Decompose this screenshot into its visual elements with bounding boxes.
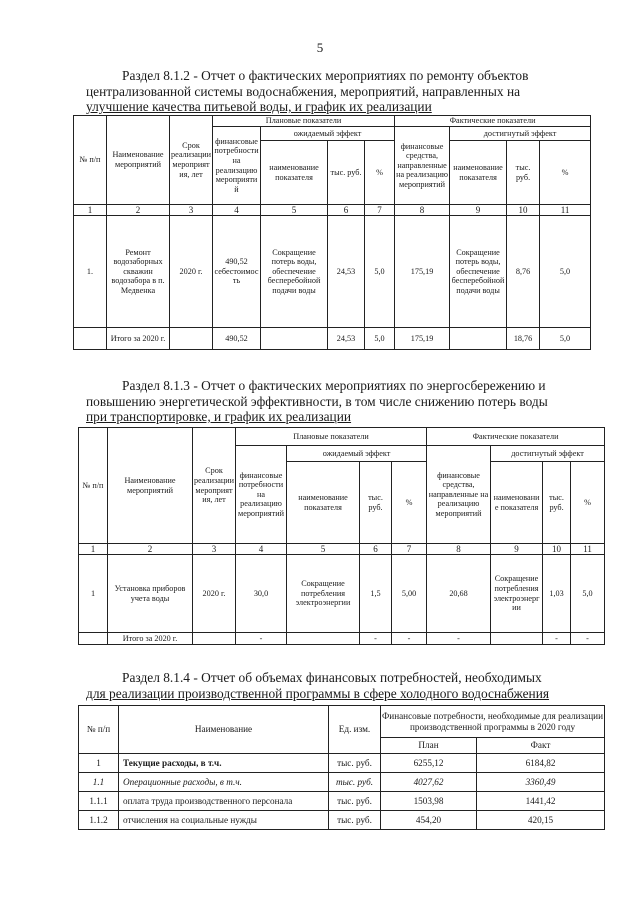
col-num: 5 xyxy=(261,205,328,216)
total-pct-plan: 5,0 xyxy=(365,328,395,350)
header-achieved: достигнутый эффект xyxy=(491,446,605,462)
header-ind-name-fact: наименование показателя xyxy=(491,462,543,544)
header-ind-name: наименование показателя xyxy=(287,462,360,544)
col-num: 11 xyxy=(571,544,605,555)
cell-plan: 1503,98 xyxy=(381,792,477,811)
cell-plan: 6255,12 xyxy=(381,754,477,773)
col-num: 3 xyxy=(193,544,236,555)
total-dash: - xyxy=(392,633,427,645)
header-term: Срок реализации мероприятия, лет xyxy=(170,116,213,205)
cell-ind-fact: Сокращение потребления электроэнергии xyxy=(491,555,543,633)
header-name: Наименование мероприятий xyxy=(107,116,170,205)
header-expected: ожидаемый эффект xyxy=(287,446,427,462)
total-fin-fact: 175,19 xyxy=(395,328,450,350)
table-8-1-3 xyxy=(78,427,605,645)
cell-name: Ремонт водозаборных скважин водозабора в п. Медвенка xyxy=(107,216,170,328)
cell-fact: 420,15 xyxy=(477,811,605,830)
header-fin-plan: финансовые потребности на реализацию мероприятий xyxy=(236,446,287,544)
total-dash: - xyxy=(571,633,605,645)
total-label: Итого за 2020 г. xyxy=(108,633,193,645)
cell-rub-plan: 1,5 xyxy=(360,555,392,633)
col-num: 2 xyxy=(108,544,193,555)
col-num: 9 xyxy=(450,205,507,216)
cell-num: 1 xyxy=(79,555,108,633)
cell-rub-plan: 24,53 xyxy=(328,216,365,328)
table-row xyxy=(79,773,605,792)
cell-num: 1.1.1 xyxy=(79,792,119,811)
cell-empty xyxy=(170,328,213,350)
cell-name: Установка приборов учета воды xyxy=(108,555,193,633)
header-fin-fact: финансовые средства, направленные на реализацию мероприятий xyxy=(395,127,450,205)
title-line: Раздел 8.1.2 - Отчет о фактических мероприятиях по ремонту объектов xyxy=(122,68,529,83)
cell-term: 2020 г. xyxy=(170,216,213,328)
col-num: 3 xyxy=(170,205,213,216)
table-row xyxy=(79,792,605,811)
total-row xyxy=(79,633,605,645)
cell-empty xyxy=(450,328,507,350)
cell-plan: 4027,62 xyxy=(381,773,477,792)
header-pct: % xyxy=(392,462,427,544)
total-pct-fact: 5,0 xyxy=(540,328,591,350)
section-8-1-2-title xyxy=(86,68,576,115)
section-8-1-3-title xyxy=(86,378,576,425)
header-fin-plan: финансовые потребности на реализацию мероприятий xyxy=(213,127,261,205)
header-name: Наименование xyxy=(119,706,329,754)
cell-unit: тыс. руб. xyxy=(329,792,381,811)
col-num: 7 xyxy=(365,205,395,216)
cell-num: 1 xyxy=(79,754,119,773)
header-rub-fact: тыс. руб. xyxy=(507,141,540,205)
cell-pct-fact: 5,0 xyxy=(571,555,605,633)
column-number-row xyxy=(79,544,605,555)
col-num: 4 xyxy=(213,205,261,216)
cell-term: 2020 г. xyxy=(193,555,236,633)
section-8-1-4-title xyxy=(86,670,586,701)
header-ind-name: наименование показателя xyxy=(261,141,328,205)
cell-name: Текущие расходы, в т.ч. xyxy=(119,754,329,773)
title-line: для реализации производственной программы в сфере холодного водоснабжения xyxy=(86,685,550,701)
col-num: 5 xyxy=(287,544,360,555)
table-row xyxy=(74,216,591,328)
cell-fact: 3360,49 xyxy=(477,773,605,792)
header-plan: Плановые показатели xyxy=(236,428,427,446)
cell-fin-plan: 30,0 xyxy=(236,555,287,633)
title-line: повышению энергетической эффективности, в том числе снижению потерь воды xyxy=(86,393,548,409)
header-pct-fact: % xyxy=(540,141,591,205)
cell-num: 1.1.2 xyxy=(79,811,119,830)
cell-pct-plan: 5,00 xyxy=(392,555,427,633)
total-label: Итого за 2020 г. xyxy=(107,328,170,350)
cell-pct-fact: 5,0 xyxy=(540,216,591,328)
cell-fin-fact: 175,19 xyxy=(395,216,450,328)
cell-name: оплата труда производственного персонала xyxy=(119,792,329,811)
col-num: 6 xyxy=(360,544,392,555)
header-rub: тыс. руб. xyxy=(360,462,392,544)
table-8-1-2 xyxy=(73,115,591,350)
header-rub-fact: тыс. руб. xyxy=(543,462,571,544)
col-num: 10 xyxy=(507,205,540,216)
col-num: 1 xyxy=(79,544,108,555)
title-line: централизованной системы водоснабжения, мероприятий, направленных на xyxy=(86,83,521,99)
col-num: 9 xyxy=(491,544,543,555)
cell-fin-plan: 490,52 себестоимость xyxy=(213,216,261,328)
cell-unit: тыс. руб. xyxy=(329,811,381,830)
cell-fin-fact: 20,68 xyxy=(427,555,491,633)
total-rub-plan: 24,53 xyxy=(328,328,365,350)
col-num: 10 xyxy=(543,544,571,555)
header-fin: Финансовые потребности, необходимые для реализации производственной программы в 2020 году xyxy=(381,706,605,738)
title-line: Раздел 8.1.4 - Отчет об объемах финансовых потребностей, необходимых xyxy=(122,670,542,685)
cell-fact: 1441,42 xyxy=(477,792,605,811)
cell-name: Операционные расходы, в т.ч. xyxy=(119,773,329,792)
title-line: улучшение качества питьевой воды, и график их реализации xyxy=(86,99,432,114)
col-num: 11 xyxy=(540,205,591,216)
cell-pct-plan: 5,0 xyxy=(365,216,395,328)
page-number: 5 xyxy=(316,40,324,55)
total-fin-plan: 490,52 xyxy=(213,328,261,350)
header-unit: Ед. изм. xyxy=(329,706,381,754)
cell-rub-fact: 1,03 xyxy=(543,555,571,633)
cell-ind-fact: Сокращение потерь воды, обеспечение бесперебойной подачи воды xyxy=(450,216,507,328)
col-num: 7 xyxy=(392,544,427,555)
col-num: 4 xyxy=(236,544,287,555)
header-fact: Фактические показатели xyxy=(427,428,605,446)
cell-empty xyxy=(491,633,543,645)
header-rub: тыс. руб. xyxy=(328,141,365,205)
total-dash: - xyxy=(236,633,287,645)
cell-empty xyxy=(74,328,107,350)
col-num: 6 xyxy=(328,205,365,216)
title-line: при транспортировке, и график их реализации xyxy=(86,409,352,424)
title-line: Раздел 8.1.3 - Отчет о фактических мероприятиях по энергосбережению и xyxy=(122,378,546,393)
total-dash: - xyxy=(427,633,491,645)
cell-empty xyxy=(193,633,236,645)
cell-empty xyxy=(79,633,108,645)
header-num: № п/п xyxy=(79,428,108,544)
cell-ind-plan: Сокращение потерь воды, обеспечение бесперебойной подачи воды xyxy=(261,216,328,328)
cell-fact: 6184,82 xyxy=(477,754,605,773)
cell-empty xyxy=(287,633,360,645)
total-dash: - xyxy=(360,633,392,645)
total-rub-fact: 18,76 xyxy=(507,328,540,350)
table-row xyxy=(79,555,605,633)
cell-name: отчисления на социальные нужды xyxy=(119,811,329,830)
cell-plan: 454,20 xyxy=(381,811,477,830)
table-row xyxy=(79,754,605,773)
cell-ind-plan: Сокращение потребления электроэнергии xyxy=(287,555,360,633)
header-fact: Факт xyxy=(477,738,605,754)
header-ind-name-fact: наименование показателя xyxy=(450,141,507,205)
cell-num: 1.1 xyxy=(79,773,119,792)
total-dash: - xyxy=(543,633,571,645)
col-num: 2 xyxy=(107,205,170,216)
cell-num: 1. xyxy=(74,216,107,328)
header-plan: Плановые показатели xyxy=(213,116,395,127)
header-fin-fact: финансовые средства, направленные на реализацию мероприятий xyxy=(427,446,491,544)
table-row xyxy=(79,811,605,830)
header-fact: Фактические показатели xyxy=(395,116,591,127)
column-number-row xyxy=(74,205,591,216)
header-num: № п/п xyxy=(74,116,107,205)
cell-empty xyxy=(261,328,328,350)
header-name: Наименование мероприятий xyxy=(108,428,193,544)
table-8-1-4 xyxy=(78,705,605,830)
col-num: 8 xyxy=(427,544,491,555)
cell-unit: тыс. руб. xyxy=(329,754,381,773)
header-pct-fact: % xyxy=(571,462,605,544)
total-row xyxy=(74,328,591,350)
cell-unit: тыс. руб. xyxy=(329,773,381,792)
header-term: Срок реализации мероприятия, лет xyxy=(193,428,236,544)
col-num: 8 xyxy=(395,205,450,216)
header-plan: План xyxy=(381,738,477,754)
header-pct: % xyxy=(365,141,395,205)
header-achieved: достигнутый эффект xyxy=(450,127,591,141)
header-num: № п/п xyxy=(79,706,119,754)
col-num: 1 xyxy=(74,205,107,216)
header-expected: ожидаемый эффект xyxy=(261,127,395,141)
cell-rub-fact: 8,76 xyxy=(507,216,540,328)
